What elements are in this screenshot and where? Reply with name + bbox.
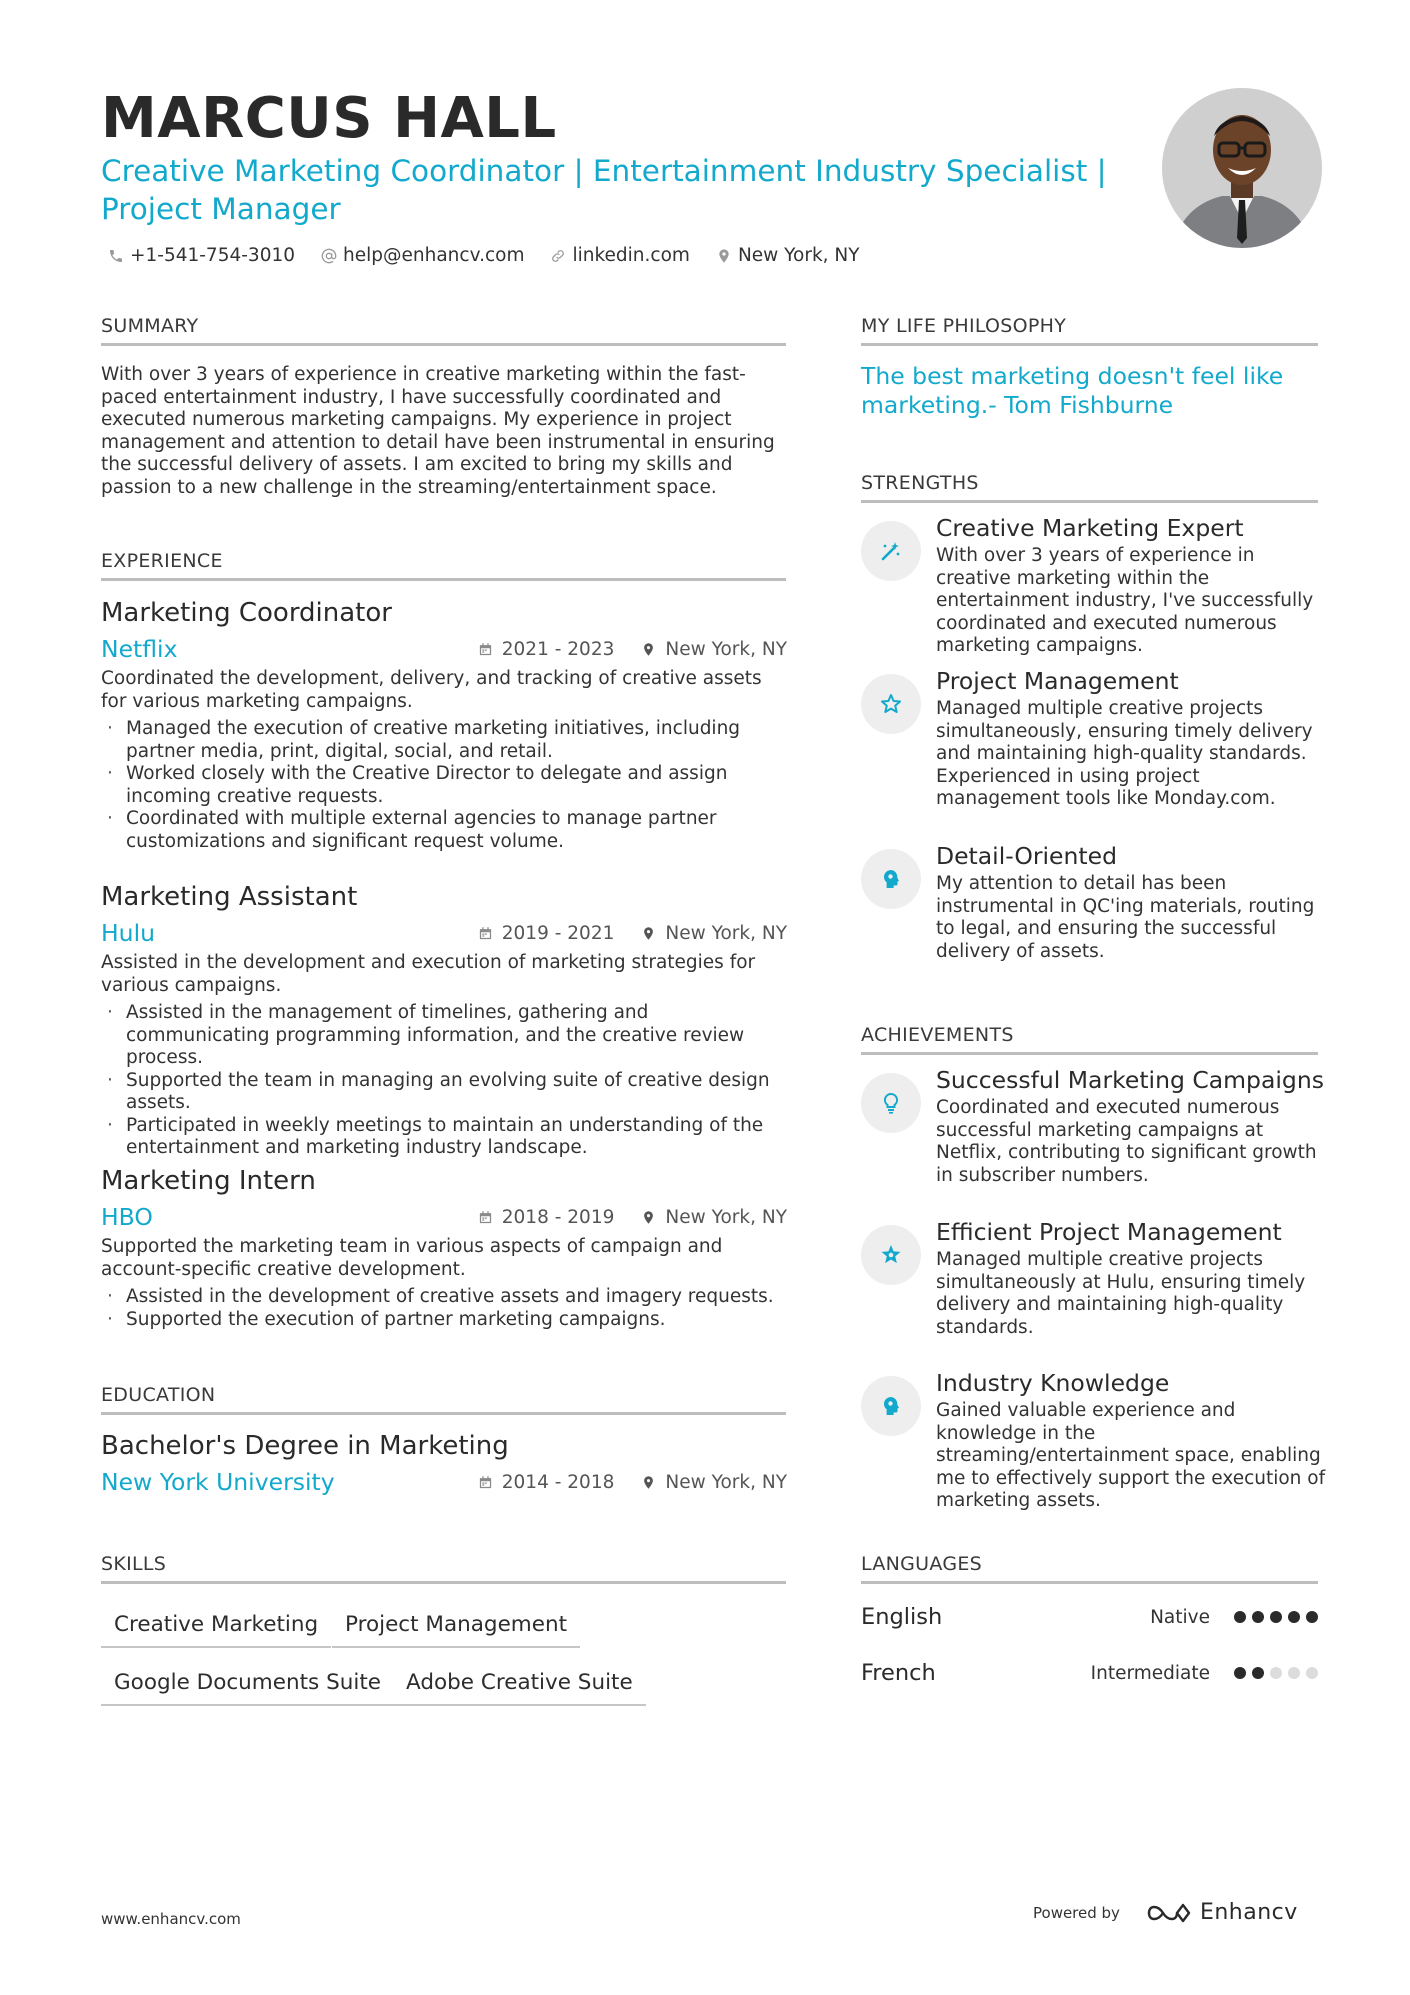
experience-entry (101, 1165, 787, 1331)
philosophy-quote (861, 362, 1301, 420)
headline (101, 152, 1121, 228)
head-brain-icon (879, 867, 903, 891)
star-outline-icon (879, 692, 903, 716)
rating-dot-filled (1252, 1667, 1264, 1679)
strength-title: Project Management (936, 667, 1179, 695)
avatar-portrait (1162, 88, 1322, 248)
achievement-text: Coordinated and executed numerous successful marketing campaigns at Netflix, contributing to significant growth in subscriber numbers. (936, 1097, 1317, 1186)
job-description: Supported the marketing team in various aspects of campaign and account-specific creative development. (101, 1236, 723, 1280)
job-bullet: · Managed the execution of creative marketing initiatives, including partner media, print, digital, social, and retail. (101, 718, 787, 763)
company-name: Netflix (101, 635, 178, 663)
language-rating (1228, 1611, 1318, 1623)
candidate-name: MARCUS HALL (101, 86, 557, 151)
powered-by-text: Powered by (1033, 1903, 1120, 1922)
achievement-title: Efficient Project Management (936, 1218, 1282, 1246)
job-bullet: · Worked closely with the Creative Director to delegate and assign incoming creative requests. (101, 763, 787, 808)
job-description: Assisted in the development and execution of marketing strategies for various campaigns. (101, 952, 756, 996)
job-bullet: · Participated in weekly meetings to maintain an understanding of the entertainment and marketing industry landscape. (101, 1115, 787, 1160)
achievement-text: Managed multiple creative projects simultaneously at Hulu, ensuring timely delivery and maintaining high-quality standards. (936, 1249, 1306, 1338)
rating-dot-filled (1252, 1611, 1264, 1623)
education-location: New York, NY (665, 1471, 787, 1493)
strength-text: With over 3 years of experience in creative marketing within the entertainment industry, I've successfully coordinated and executed numerous marketing campaigns. (936, 545, 1314, 656)
phone-icon (108, 248, 124, 264)
achievement-icon-badge (861, 1376, 921, 1436)
location-pin-icon (641, 642, 656, 657)
job-description: Coordinated the development, delivery, and tracking of creative assets for various marketing campaigns. (101, 668, 762, 712)
location-text: New York, NY (737, 245, 860, 266)
strengths-section-title: STRENGTHS (861, 472, 1318, 503)
enhancv-logo[interactable] (1146, 1900, 1298, 1925)
contact-phone[interactable] (108, 245, 295, 266)
achievements-section-title: ACHIEVEMENTS (861, 1024, 1318, 1055)
rating-dot-filled (1270, 1611, 1282, 1623)
lightbulb-icon (879, 1091, 903, 1115)
rating-dot-empty (1288, 1667, 1300, 1679)
language-name: French (861, 1660, 936, 1686)
linkedin-text: linkedin.com (572, 245, 690, 266)
language-level: Native (1150, 1606, 1210, 1628)
job-bullets (101, 1286, 787, 1331)
languages-section-title: LANGUAGES (861, 1553, 1318, 1584)
skill-tag: Google Documents Suite (101, 1670, 394, 1706)
achievement-text: Gained valuable experience and knowledge in the streaming/entertainment space, enabling me to effectively support the execution of marketing assets. (936, 1400, 1326, 1511)
job-location: New York, NY (665, 638, 787, 660)
summary-section-title: SUMMARY (101, 315, 786, 346)
experience-entry (101, 881, 787, 1160)
skill-tag: Creative Marketing (101, 1612, 331, 1648)
calendar-icon (478, 926, 493, 941)
job-dates: 2018 - 2019 (501, 1206, 615, 1228)
email-text: help@enhancv.com (343, 245, 525, 266)
enhancv-logo-icon (1146, 1901, 1192, 1925)
strength-icon-badge (861, 521, 921, 581)
school-name: New York University (101, 1468, 335, 1496)
job-title: Marketing Intern (101, 1166, 316, 1196)
calendar-icon (478, 642, 493, 657)
strength-icon-badge (861, 674, 921, 734)
job-title: Marketing Assistant (101, 882, 358, 912)
language-name: English (861, 1604, 943, 1630)
summary-text: With over 3 years of experience in creative marketing within the fast-paced entertainment industry, I have successfully coordinated and executed numerous marketing campaigns. My experience in project management and attention to detail have been instrumental in ensuring the successful delivery of assets. I am excited to bring my skills and passion to a new challenge in the streaming/entertainment space. (101, 364, 775, 498)
language-row (861, 1602, 1318, 1632)
achievement-title: Industry Knowledge (936, 1369, 1170, 1397)
contact-linkedin[interactable] (550, 245, 689, 266)
skill-tag: Adobe Creative Suite (393, 1670, 646, 1706)
contact-bar (108, 245, 886, 266)
job-bullet: · Supported the team in managing an evolving suite of creative design assets. (101, 1070, 787, 1115)
skill-tag: Project Management (332, 1612, 580, 1648)
strength-title: Creative Marketing Expert (936, 514, 1244, 542)
wand-icon (879, 539, 903, 563)
company-name: HBO (101, 1203, 153, 1231)
profile-photo (1162, 88, 1322, 248)
job-bullets (101, 1002, 787, 1160)
footer-website[interactable]: www.enhancv.com (101, 1910, 241, 1928)
language-level: Intermediate (1090, 1662, 1210, 1684)
skills-section-title: SKILLS (101, 1553, 786, 1584)
education-entry (101, 1430, 787, 1496)
job-dates: 2021 - 2023 (501, 638, 615, 660)
job-meta (478, 639, 787, 660)
quote-line-2: marketing.- Tom Fishburne (861, 391, 1174, 419)
contact-location (716, 245, 860, 266)
headline-line-2: Project Manager (101, 192, 341, 226)
link-icon (550, 248, 566, 264)
head-brain-icon (879, 1394, 903, 1418)
education-section-title: EDUCATION (101, 1384, 786, 1415)
rating-dot-filled (1234, 1667, 1246, 1679)
achievement-icon-badge (861, 1225, 921, 1285)
degree-title: Bachelor's Degree in Marketing (101, 1431, 509, 1461)
rating-dot-filled (1306, 1611, 1318, 1623)
strength-title: Detail-Oriented (936, 842, 1117, 870)
rating-dot-empty (1270, 1667, 1282, 1679)
calendar-icon (478, 1475, 493, 1490)
location-pin-icon (716, 248, 732, 264)
rating-dot-filled (1234, 1611, 1246, 1623)
star-badge-icon (879, 1243, 903, 1267)
brand-name: Enhancv (1199, 1900, 1298, 1925)
headline-line-1: Creative Marketing Coordinator | Entertainment Industry Specialist | (101, 154, 1107, 188)
calendar-icon (478, 1210, 493, 1225)
strength-text: Managed multiple creative projects simultaneously, ensuring timely delivery and maintaining high-quality standards. Experienced in using project management tools like Monday.com. (936, 698, 1313, 809)
phone-text: +1-541-754-3010 (130, 245, 296, 266)
quote-line-1: The best marketing doesn't feel like (861, 362, 1284, 390)
experience-section-title: EXPERIENCE (101, 550, 786, 581)
location-pin-icon (641, 926, 656, 941)
language-rating (1228, 1667, 1318, 1679)
footer-branding (1033, 1900, 1298, 1925)
job-bullets (101, 718, 787, 853)
job-meta (478, 923, 787, 944)
job-bullet: · Assisted in the development of creative assets and imagery requests. (101, 1286, 787, 1309)
job-dates: 2019 - 2021 (501, 922, 615, 944)
strength-icon-badge (861, 849, 921, 909)
job-bullet: · Coordinated with multiple external agencies to manage partner customizations and significant request volume. (101, 808, 787, 853)
at-icon (321, 248, 337, 264)
job-location: New York, NY (665, 922, 787, 944)
job-meta (478, 1207, 787, 1228)
philosophy-section-title: MY LIFE PHILOSOPHY (861, 315, 1318, 346)
education-meta (478, 1472, 787, 1493)
job-bullet: · Supported the execution of partner marketing campaigns. (101, 1309, 787, 1332)
job-bullet: · Assisted in the management of timelines, gathering and communicating programming information, and the creative review process. (101, 1002, 787, 1070)
experience-entry (101, 597, 787, 853)
contact-email[interactable] (321, 245, 524, 266)
achievement-title: Successful Marketing Campaigns (936, 1066, 1324, 1094)
strength-text: My attention to detail has been instrumental in QC'ing materials, routing to legal, and ensuring the successful delivery of assets. (936, 873, 1315, 962)
achievement-icon-badge (861, 1073, 921, 1133)
rating-dot-empty (1306, 1667, 1318, 1679)
company-name: Hulu (101, 919, 155, 947)
location-pin-icon (641, 1475, 656, 1490)
job-title: Marketing Coordinator (101, 598, 392, 628)
rating-dot-filled (1288, 1611, 1300, 1623)
language-row (861, 1658, 1318, 1688)
job-location: New York, NY (665, 1206, 787, 1228)
education-dates: 2014 - 2018 (501, 1471, 615, 1493)
location-pin-icon (641, 1210, 656, 1225)
